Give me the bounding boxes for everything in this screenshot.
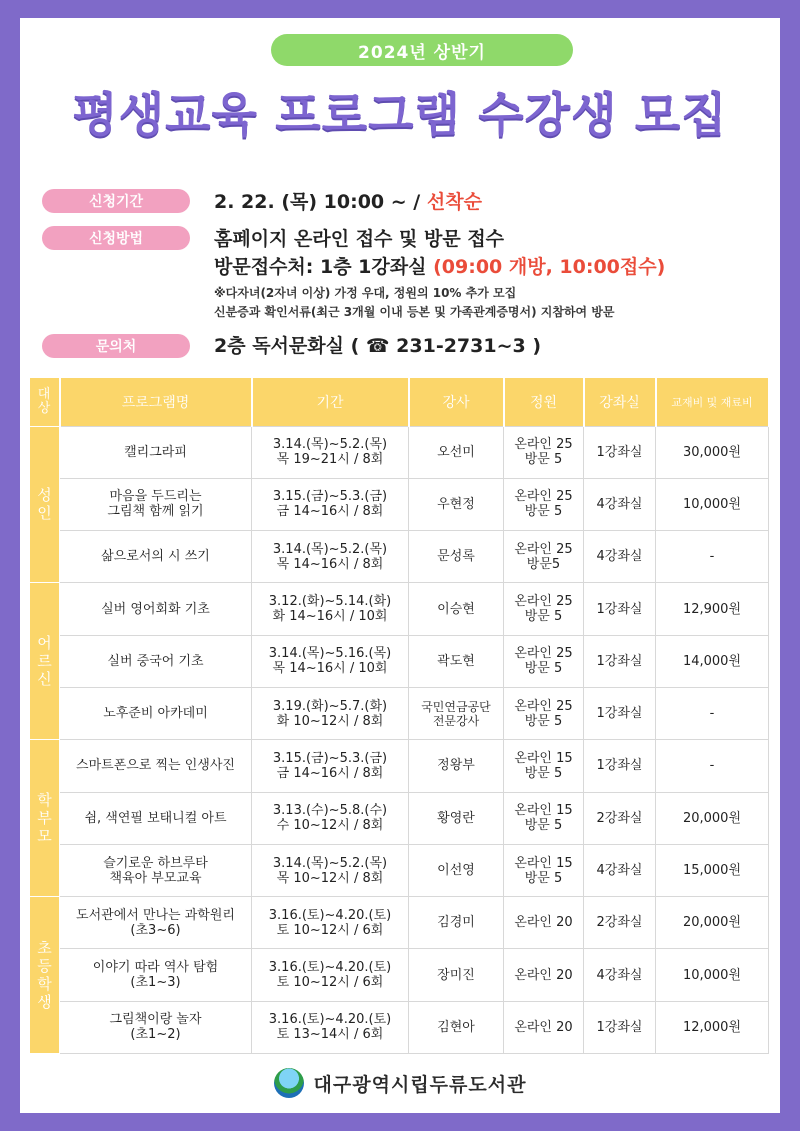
instructor-cell: 황영란 [409, 792, 504, 844]
period-dates: 3.14.(목)~5.2.(목) [272, 541, 388, 557]
room-cell: 1강좌실 [584, 635, 656, 687]
footer [20, 1068, 780, 1098]
header-period: 기간 [252, 378, 409, 426]
table-row [30, 583, 769, 635]
room-cell: 4강좌실 [584, 531, 656, 583]
method-note1: ※다자녀(2자녀 이상) 가정 우대, 정원의 10% 추가 모집 [214, 286, 517, 300]
year-badge: 2024년 상반기 [271, 34, 573, 66]
capacity-online: 온라인 25 [514, 489, 573, 505]
capacity-visit: 방문 5 [524, 870, 563, 886]
capacity-cell [504, 949, 584, 1001]
period-schedule: 화 10~12시 / 8회 [276, 713, 384, 729]
capacity-cell [504, 583, 584, 635]
capacity-visit: 방문 5 [524, 713, 563, 729]
period-dates: 3.19.(화)~5.7.(화) [272, 698, 388, 714]
program-name-cell: 실버 영어회화 기초 [60, 583, 252, 635]
program-table [29, 378, 770, 1054]
instructor-cell: 우현정 [409, 478, 504, 530]
capacity-visit: 방문 5 [524, 452, 563, 468]
capacity-visit: 방문 5 [524, 818, 563, 834]
page-title: 평생교육 프로그램 수강생 모집 [72, 88, 728, 143]
period-cell [252, 897, 409, 949]
period-schedule: 목 14~16시 / 8회 [276, 556, 384, 572]
period-schedule: 목 14~16시 / 10회 [272, 661, 388, 677]
library-name: 대구광역시립두류도서관 [313, 1073, 527, 1096]
poster-sheet [20, 18, 780, 1113]
program-name-cell: 노후준비 아카데미 [60, 687, 252, 739]
capacity-visit: 방문 5 [524, 609, 563, 625]
capacity-online: 온라인 20 [514, 967, 573, 983]
instructor-cell: 문성록 [409, 531, 504, 583]
category-cell: 성 인 [30, 426, 60, 583]
program-name-cell: 슬기로운 하브루타 책육아 부모교육 [60, 844, 252, 896]
instructor-cell: 국민연금공단 전문강사 [409, 687, 504, 739]
capacity-visit: 방문5 [526, 556, 561, 572]
header-program: 프로그램명 [60, 378, 252, 426]
fee-cell: 10,000원 [656, 949, 769, 1001]
capacity-cell [504, 844, 584, 896]
period-schedule: 수 10~12시 / 8회 [276, 818, 384, 834]
capacity-online: 온라인 25 [514, 594, 573, 610]
program-name-cell: 이야기 따라 역사 탐험 (초1~3) [60, 949, 252, 1001]
header-capacity: 정원 [504, 378, 584, 426]
room-cell: 1강좌실 [584, 687, 656, 739]
fee-cell: - [656, 531, 769, 583]
period-cell [252, 844, 409, 896]
fee-cell: 20,000원 [656, 897, 769, 949]
instructor-cell: 이선영 [409, 844, 504, 896]
method-line2 [214, 252, 665, 279]
header-room: 강좌실 [584, 378, 656, 426]
method-line1: 홈페이지 온라인 접수 및 방문 접수 [214, 228, 505, 250]
instructor-cell: 곽도현 [409, 635, 504, 687]
period-dates: 3.14.(목)~5.2.(목) [272, 437, 388, 453]
program-name-cell: 쉼, 색연필 보태니컬 아트 [60, 792, 252, 844]
period-dates: 3.12.(화)~5.14.(화) [268, 594, 392, 610]
capacity-visit: 방문 5 [524, 661, 563, 677]
instructor-cell: 오선미 [409, 426, 504, 478]
period-cell [252, 426, 409, 478]
capacity-cell [504, 792, 584, 844]
capacity-online: 온라인 25 [514, 698, 573, 714]
table-row [30, 531, 769, 583]
capacity-cell [504, 897, 584, 949]
table-row [30, 792, 769, 844]
capacity-cell [504, 740, 584, 792]
header-instructor: 강사 [409, 378, 504, 426]
period-dates: 3.15.(금)~5.3.(금) [272, 750, 388, 766]
table-row [30, 478, 769, 530]
period-schedule: 목 19~21시 / 8회 [276, 452, 384, 468]
table-row [30, 949, 769, 1001]
method-label: 신청방법 [42, 226, 190, 250]
fee-cell: 12,900원 [656, 583, 769, 635]
period-cell [252, 1001, 409, 1053]
table-row [30, 426, 769, 478]
period-dates: 3.16.(토)~4.20.(토) [268, 1012, 392, 1028]
period-dates: 3.16.(토)~4.20.(토) [268, 907, 392, 923]
capacity-online: 온라인 25 [514, 541, 573, 557]
capacity-online: 온라인 25 [514, 437, 573, 453]
table-row [30, 844, 769, 896]
fee-cell: - [656, 687, 769, 739]
period-schedule: 목 10~12시 / 8회 [276, 870, 384, 886]
table-row [30, 687, 769, 739]
room-cell: 2강좌실 [584, 897, 656, 949]
program-name-cell: 실버 중국어 기초 [60, 635, 252, 687]
capacity-online: 온라인 15 [514, 803, 573, 819]
capacity-cell [504, 1001, 584, 1053]
room-cell: 1강좌실 [584, 1001, 656, 1053]
instructor-cell: 김경미 [409, 897, 504, 949]
period-highlight: 선착순 [426, 191, 482, 213]
table-header-row [30, 378, 769, 426]
capacity-cell [504, 426, 584, 478]
fee-cell: 20,000원 [656, 792, 769, 844]
capacity-visit: 방문 5 [524, 504, 563, 520]
fee-cell: - [656, 740, 769, 792]
table-body [30, 426, 769, 1054]
capacity-online: 온라인 20 [514, 1019, 573, 1035]
period-cell [252, 583, 409, 635]
program-name-cell: 그림책이랑 놀자 (초1~2) [60, 1001, 252, 1053]
category-cell: 학 부 모 [30, 740, 60, 897]
category-cell: 초 등 학 생 [30, 897, 60, 1054]
period-cell [252, 687, 409, 739]
period-schedule: 화 14~16시 / 10회 [272, 609, 388, 625]
period-schedule: 토 13~14시 / 6회 [276, 1027, 384, 1043]
period-dates: 3.14.(목)~5.16.(목) [268, 646, 392, 662]
capacity-online: 온라인 15 [514, 855, 573, 871]
fee-cell: 10,000원 [656, 478, 769, 530]
room-cell: 1강좌실 [584, 740, 656, 792]
period-dates: 3.16.(토)~4.20.(토) [268, 960, 392, 976]
capacity-online: 온라인 15 [514, 750, 573, 766]
method-line2-highlight: (09:00 개방, 10:00접수) [433, 256, 666, 278]
library-logo-icon [274, 1068, 304, 1098]
method-line2-text: 방문접수처: 1층 1강좌실 [214, 256, 427, 278]
method-note2: 신분증과 확인서류(최근 3개월 이내 등본 및 가족관계증명서) 지참하여 방문 [214, 305, 615, 319]
fee-cell: 12,000원 [656, 1001, 769, 1053]
instructor-cell: 이승현 [409, 583, 504, 635]
table-row [30, 635, 769, 687]
room-cell: 2강좌실 [584, 792, 656, 844]
period-text: 2. 22. (목) 10:00 ~ / [214, 191, 421, 213]
table-row [30, 1001, 769, 1053]
room-cell: 1강좌실 [584, 426, 656, 478]
program-name-cell: 스마트폰으로 찍는 인생사진 [60, 740, 252, 792]
period-dates: 3.14.(목)~5.2.(목) [272, 855, 388, 871]
period-cell [252, 740, 409, 792]
period-cell [252, 949, 409, 1001]
period-cell [252, 792, 409, 844]
program-name-cell: 마음을 두드리는 그림책 함께 읽기 [60, 478, 252, 530]
period-dates: 3.13.(수)~5.8.(수) [272, 803, 388, 819]
category-cell: 어 르 신 [30, 583, 60, 740]
program-name-cell: 삶으로서의 시 쓰기 [60, 531, 252, 583]
period-schedule: 토 10~12시 / 6회 [276, 922, 384, 938]
header-target: 대 상 [30, 378, 60, 426]
capacity-cell [504, 531, 584, 583]
capacity-visit: 방문 5 [524, 765, 563, 781]
room-cell: 4강좌실 [584, 949, 656, 1001]
instructor-cell: 장미진 [409, 949, 504, 1001]
capacity-online: 온라인 25 [514, 646, 573, 662]
period-cell [252, 478, 409, 530]
period-label: 신청기간 [42, 189, 190, 213]
period-schedule: 토 10~12시 / 6회 [276, 975, 384, 991]
fee-cell: 14,000원 [656, 635, 769, 687]
program-name-cell: 캘리그라피 [60, 426, 252, 478]
contact-text: 2층 독서문화실 ( ☎ 231-2731~3 ) [214, 335, 542, 357]
instructor-cell: 김현아 [409, 1001, 504, 1053]
table-row [30, 897, 769, 949]
capacity-cell [504, 635, 584, 687]
room-cell: 4강좌실 [584, 844, 656, 896]
capacity-cell [504, 478, 584, 530]
room-cell: 1강좌실 [584, 583, 656, 635]
instructor-cell: 정왕부 [409, 740, 504, 792]
period-schedule: 금 14~16시 / 8회 [276, 504, 384, 520]
capacity-online: 온라인 20 [514, 915, 573, 931]
fee-cell: 15,000원 [656, 844, 769, 896]
period-dates: 3.15.(금)~5.3.(금) [272, 489, 388, 505]
contact-label: 문의처 [42, 334, 190, 358]
room-cell: 4강좌실 [584, 478, 656, 530]
fee-cell: 30,000원 [656, 426, 769, 478]
period-line [214, 187, 482, 214]
period-schedule: 금 14~16시 / 8회 [276, 765, 384, 781]
capacity-cell [504, 687, 584, 739]
program-name-cell: 도서관에서 만나는 과학원리 (초3~6) [60, 897, 252, 949]
header-fee: 교재비 및 재료비 [656, 378, 769, 426]
period-cell [252, 635, 409, 687]
table-row [30, 740, 769, 792]
period-cell [252, 531, 409, 583]
